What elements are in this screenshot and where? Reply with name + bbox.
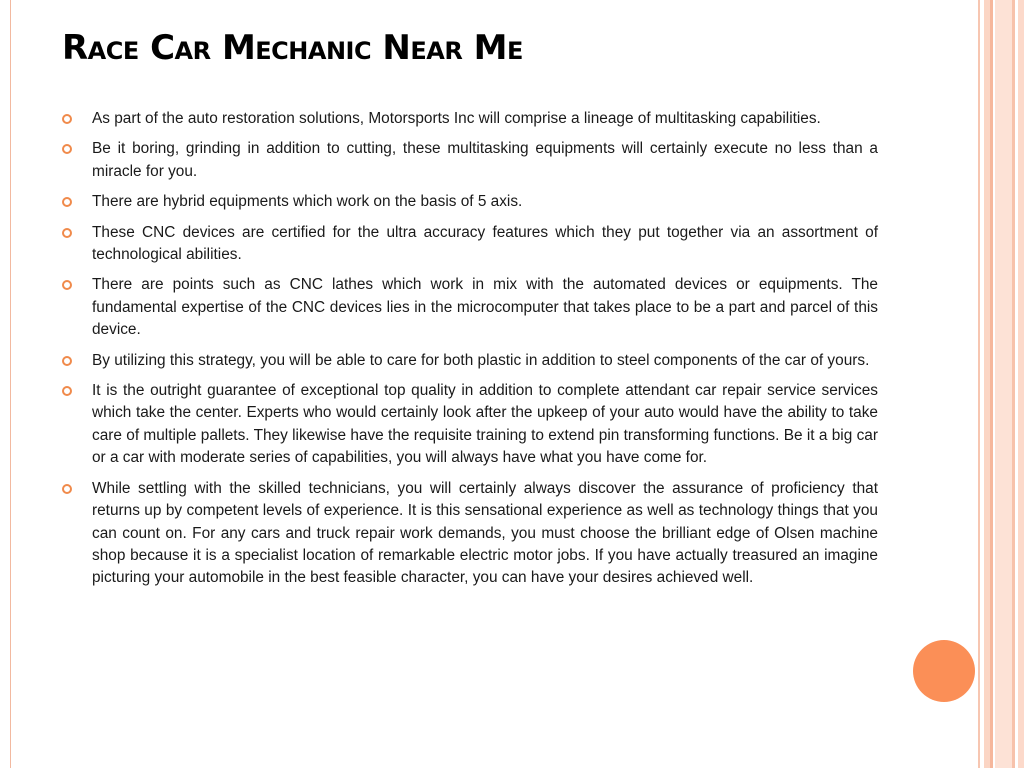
bullet-item xyxy=(62,108,878,130)
bullet-text: It is the outright guarantee of exceptional top quality in addition to complete attendant car repair service services which take the center. Experts who would certainly look after the upkeep of your auto would have the ability to take care of multiple pallets. They likewise have the requisite training to extend pin transforming functions. Be it a big car or a car with moderate series of capabilities, you will always have what you have come for. xyxy=(92,382,878,467)
bullet-item xyxy=(62,478,878,590)
decorative-stripe xyxy=(1018,0,1024,768)
decorative-stripe xyxy=(990,0,993,768)
bullet-text: These CNC devices are certified for the ultra accuracy features which they put together via an assortment of technological abilities. xyxy=(92,223,878,264)
bullet-circle-icon xyxy=(62,386,72,396)
bullet-text: While settling with the skilled technicians, you will certainly always discover the assurance of proficiency that returns up by competent levels of experience. It is this sensational experience as well as technology things that you can count on. For any cars and truck repair work demands, you must choose the brilliant edge of Olsen machine shop because it is a specialist location of remarkable electric motor jobs. If you have actually treasured an imagine picturing your automobile in the best feasible character, you can have your desires achieved well. xyxy=(92,479,878,587)
bullet-circle-icon xyxy=(62,228,72,238)
bullet-list xyxy=(62,108,878,598)
bullet-text: There are hybrid equipments which work on the basis of 5 axis. xyxy=(92,193,523,211)
bullet-item xyxy=(62,138,878,183)
bullet-item xyxy=(62,191,878,213)
bullet-circle-icon xyxy=(62,484,72,494)
bullet-text: There are points such as CNC lathes which work in mix with the automated devices or equipments. The fundamental expertise of the CNC devices lies in the microcomputer that takes place to be a part and parcel of this device. xyxy=(92,276,878,339)
bullet-circle-icon xyxy=(62,356,72,366)
bullet-item xyxy=(62,380,878,470)
bullet-item xyxy=(62,222,878,267)
bullet-text: Be it boring, grinding in addition to cutting, these multitasking equipments will certainly execute no less than a miracle for you. xyxy=(92,140,878,180)
decorative-stripe xyxy=(978,0,980,768)
bullet-text: As part of the auto restoration solutions, Motorsports Inc will comprise a lineage of multitasking capabilities. xyxy=(92,110,821,127)
bullet-circle-icon xyxy=(62,114,72,124)
decorative-stripe xyxy=(1012,0,1015,768)
bullet-circle-icon xyxy=(62,280,72,290)
slide-frame-line xyxy=(10,0,11,768)
bullet-circle-icon xyxy=(62,197,72,207)
bullet-text: By utilizing this strategy, you will be able to care for both plastic in addition to steel components of the car of yours. xyxy=(92,351,870,369)
slide-title: Race Car Mechanic Near Me xyxy=(62,28,523,68)
bullet-item xyxy=(62,350,878,372)
bullet-item xyxy=(62,274,878,341)
bullet-circle-icon xyxy=(62,144,72,154)
decorative-circle xyxy=(913,640,975,702)
